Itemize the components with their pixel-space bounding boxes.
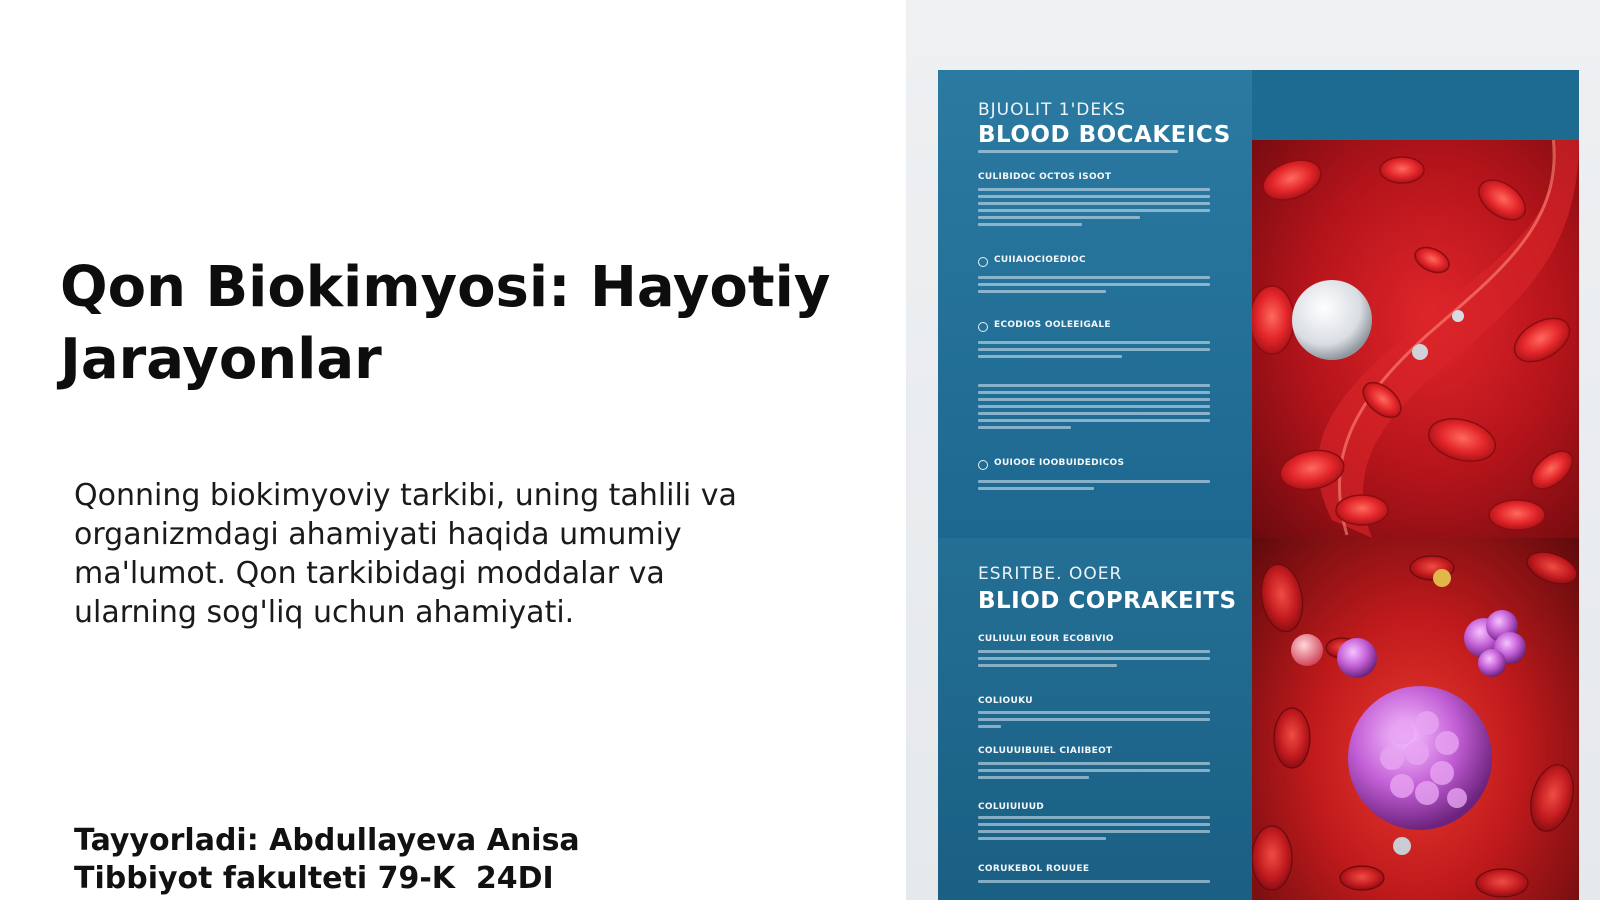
poster-header-2: CUIIAIOCIOEDIOC (994, 255, 1086, 265)
blood-poster-image (938, 70, 1579, 900)
slide-description: Qonning biokimyoviy tarkibi, uning tahlili va organizmdagi ahamiyati haqida umumiy ma'lumot. Qon tarkibidagi moddalar va ularning sog'liq uchun ahamiyati. (74, 478, 737, 630)
bullet-icon (978, 257, 988, 267)
poster-bottom-small: ESRITBE. OOER (978, 564, 1123, 584)
bullet-icon (978, 322, 988, 332)
red-blood-cells-illustration (1252, 140, 1579, 538)
slide-title: Qon Biokimyosi: Hayotiy Jarayonlar (60, 255, 831, 392)
poster-header-6: COLIOUKU (978, 696, 1033, 706)
blood-cell-microscope-illustration (1252, 538, 1579, 900)
poster-header-5: CULIULUI EOUR ECOBIVIO (978, 634, 1114, 644)
poster-header-8: COLUIUIUUD (978, 802, 1045, 812)
slide-image-area (906, 0, 1600, 900)
poster-header-4: OUIOOE IOOBUIDEDICOS (994, 458, 1125, 468)
poster-bottom-text-panel (938, 538, 1252, 900)
poster-top-text-panel (938, 70, 1252, 538)
poster-header-7: COLUUUIBUIEL CIAIIBEOT (978, 746, 1113, 756)
poster-header-3: ECODIOS OOLEEIGALE (994, 320, 1111, 330)
author-line: Tayyorladi: Abdullayeva Anisa (74, 823, 580, 858)
bullet-icon (978, 460, 988, 470)
poster-header-9: CORUKEBOL ROUUEE (978, 864, 1090, 874)
poster-header-1: CULIBIDOC OCTOS ISOOT (978, 172, 1112, 182)
poster-top-small: BJUOLIT 1'DEKS (978, 100, 1127, 120)
poster-bottom-heading: BLIOD COPRAKEITS (978, 588, 1237, 614)
faculty-line: Tibbiyot fakulteti 79-K 24DI (74, 861, 554, 896)
poster-top-heading: BLOOD BOCAKEICS (978, 122, 1231, 148)
author-block (74, 822, 580, 898)
